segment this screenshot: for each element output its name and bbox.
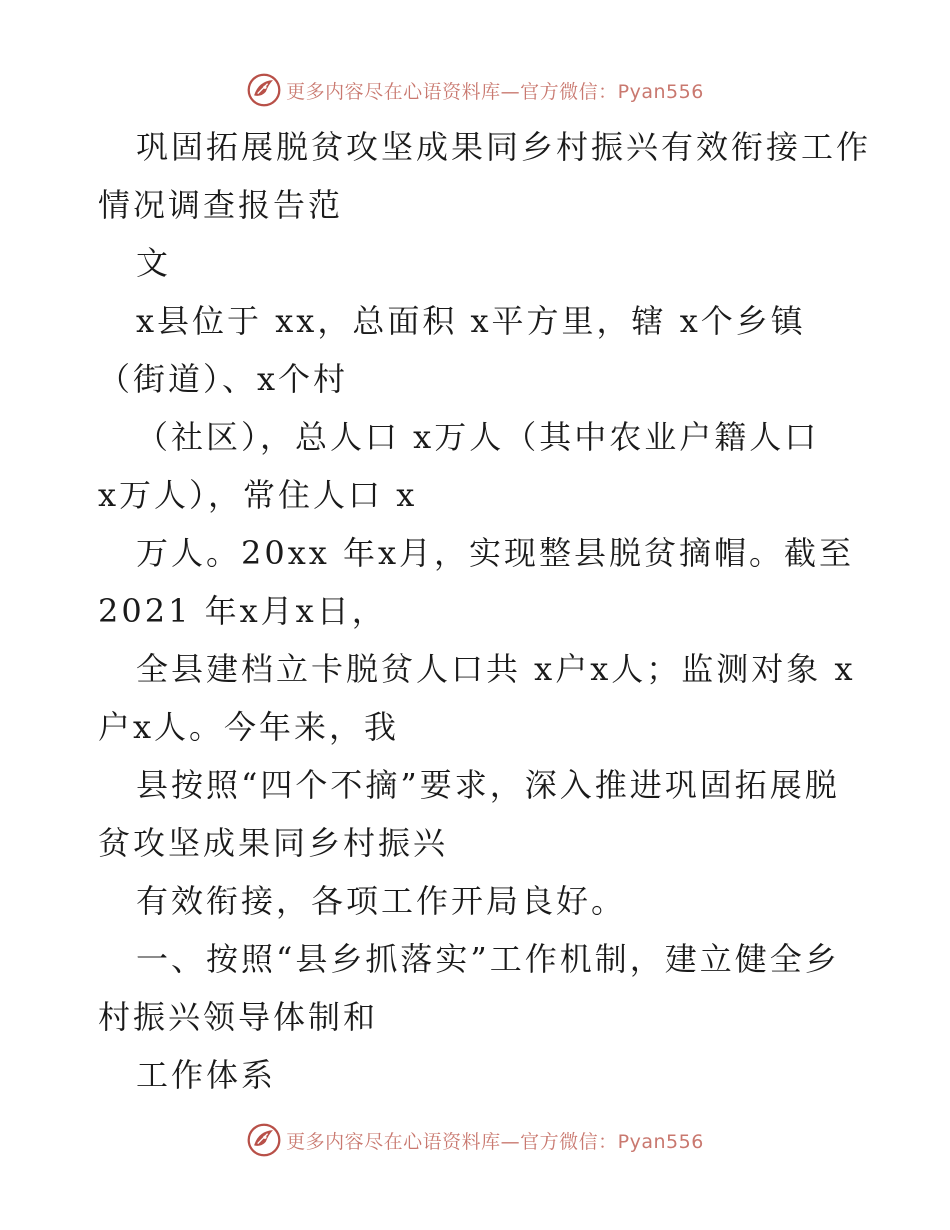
document-line: （社区），总人口 x万人（其中农业户籍人口 — [136, 418, 820, 456]
watermark-banner-top — [0, 70, 950, 110]
watermark-text: 更多内容尽在心语资料库—官方微信：Pyan556 — [286, 80, 704, 103]
document-line: x万人），常住人口 x — [98, 476, 418, 514]
pen-nib-seal-icon — [246, 72, 282, 108]
document-line: x县位于 xx，总面积 x平方里，辖 x个乡镇 — [136, 302, 806, 340]
watermark-text: 更多内容尽在心语资料库—官方微信：Pyan556 — [286, 1130, 704, 1153]
watermark-banner-bottom — [0, 1120, 950, 1160]
document-line: 万人。20xx 年x月，实现整县脱贫摘帽。截至 — [136, 534, 855, 572]
document-line: 户x人。今年来，我 — [98, 708, 400, 746]
document-line: 村振兴领导体制和 — [98, 998, 379, 1036]
document-line: 2021 年x月x日， — [98, 592, 387, 630]
document-line: 文 — [136, 244, 172, 282]
document-line: 全县建档立卡脱贫人口共 x户x人；监测对象 x — [136, 650, 856, 688]
document-line: 工作体系 — [136, 1056, 277, 1094]
document-body — [98, 118, 872, 1104]
pen-nib-seal-icon — [246, 1122, 282, 1158]
document-line: 巩固拓展脱贫攻坚成果同乡村振兴有效衔接工作 — [136, 128, 872, 166]
document-line: 贫攻坚成果同乡村振兴 — [98, 824, 449, 862]
document-line: 情况调查报告范 — [98, 186, 344, 224]
document-line: 有效衔接，各项工作开局良好。 — [136, 882, 627, 920]
document-line: （街道）、x个村 — [98, 360, 349, 398]
document-line: 县按照“四个不摘”要求，深入推进巩固拓展脱 — [136, 766, 840, 804]
document-line: 一、按照“县乡抓落实”工作机制，建立健全乡 — [136, 940, 840, 978]
